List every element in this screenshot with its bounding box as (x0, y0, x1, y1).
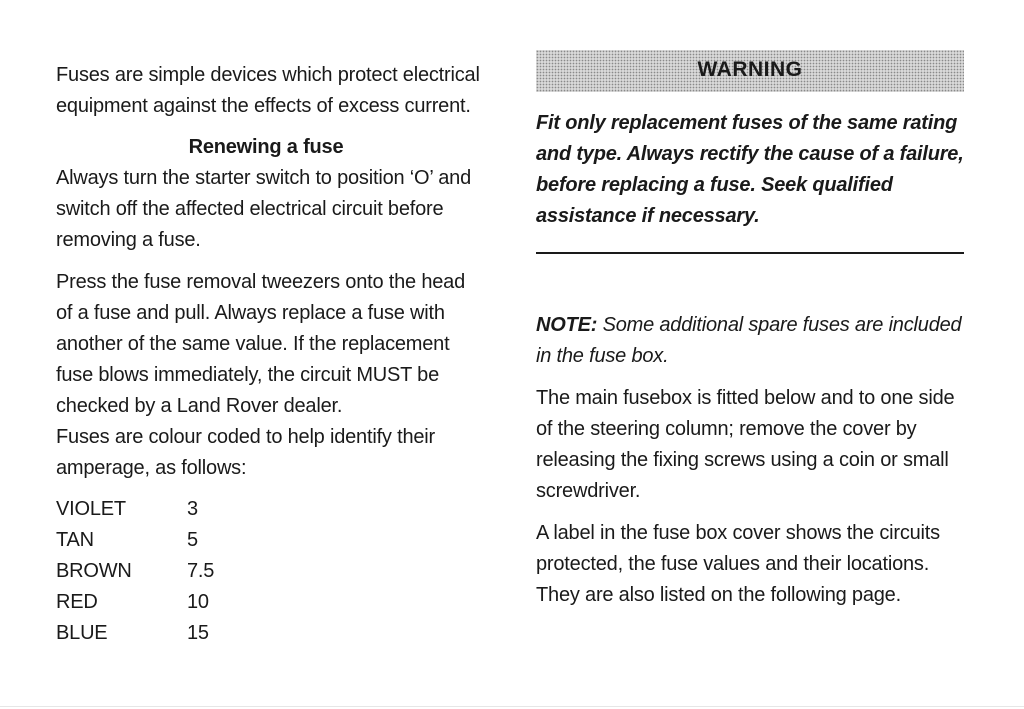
intro-paragraph: Fuses are simple devices which protect electrical equipment against the effects of excess current. (56, 64, 480, 117)
fuse-amperage: 7.5 (187, 560, 215, 582)
fuse-colour-table (56, 494, 214, 649)
fuse-row (56, 525, 214, 556)
fuse-row (56, 618, 214, 649)
fuse-amperage: 5 (187, 529, 198, 551)
note-text: Some additional spare fuses are included in the fuse box. (536, 314, 962, 367)
fusebox-label-paragraph: A label in the fuse box cover shows the circuits protected, the fuse values and their locations. They are also listed on the following page. (536, 522, 940, 606)
fusebox-location-paragraph: The main fusebox is fitted below and to one side of the steering column; remove the cover by releasing the fixing screws using a coin or small screwdriver. (536, 387, 955, 502)
page-bottom-edge (0, 706, 1024, 707)
switch-off-paragraph: Always turn the starter switch to position ‘O’ and switch off the affected electrical circuit before removing a fuse. (56, 167, 472, 251)
right-column (536, 50, 964, 611)
left-column (56, 60, 486, 649)
fuse-amperage: 3 (187, 498, 198, 520)
fuse-colour: VIOLET (56, 498, 126, 520)
fuse-row (56, 494, 214, 525)
fuse-colour: RED (56, 591, 98, 613)
fuse-colour: BLUE (56, 622, 108, 644)
renewing-fuse-heading: Renewing a fuse (188, 136, 344, 158)
fuse-colour: TAN (56, 529, 94, 551)
warning-banner: WARNING (536, 50, 964, 92)
warning-text: Fit only replacement fuses of the same rating and type. Always rectify the cause of a failure, before replacing a fuse. Seek qualified assistance if necessary. (536, 112, 964, 227)
tweezers-paragraph: Press the fuse removal tweezers onto the head of a fuse and pull. Always replace a fuse with another of the same value. If the replacement fuse blows immediately, the circuit MUST be checked by a Land Rover dealer. (56, 271, 466, 417)
fuse-amperage: 10 (187, 591, 209, 613)
colour-code-paragraph: Fuses are colour coded to help identify their amperage, as follows: (56, 426, 435, 479)
fuse-colour: BROWN (56, 560, 132, 582)
warning-divider (536, 252, 964, 254)
note-paragraph (536, 310, 964, 372)
note-label: NOTE: (536, 314, 598, 336)
fuse-row (56, 556, 214, 587)
fuse-amperage: 15 (187, 622, 209, 644)
fuse-row (56, 587, 214, 618)
